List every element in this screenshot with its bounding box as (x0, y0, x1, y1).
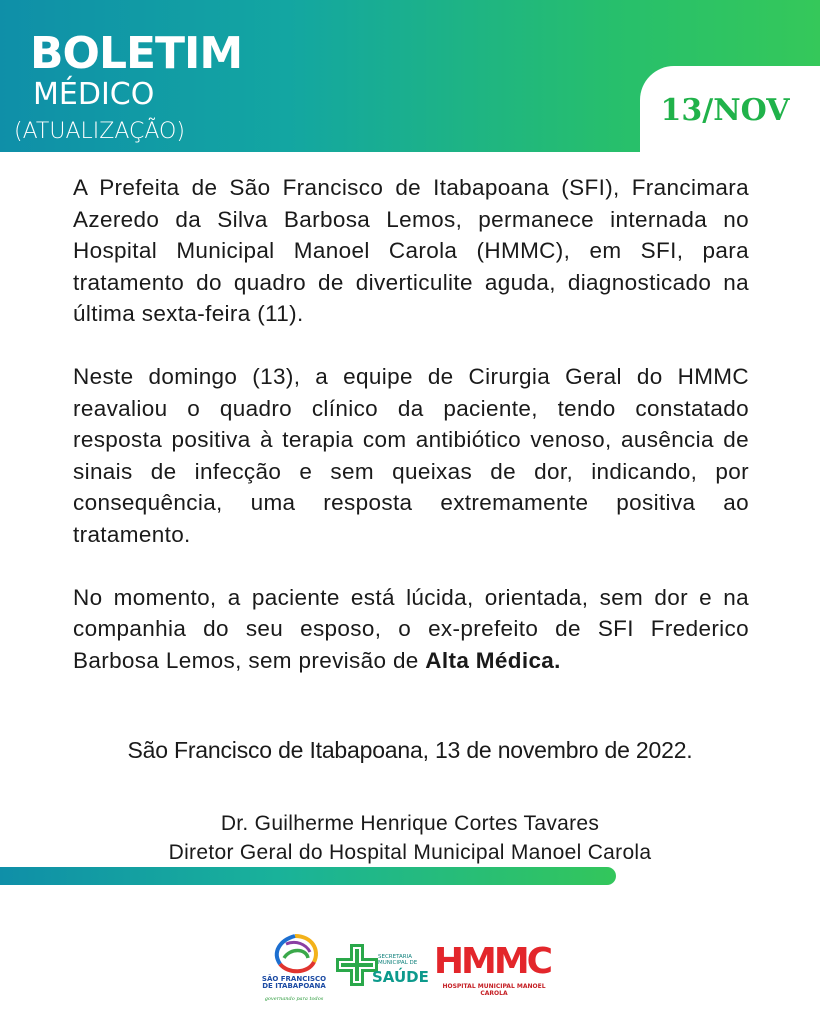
hmmc-logo-subtext: HOSPITAL MUNICIPAL MANOEL CAROLA (442, 983, 546, 997)
sfi-logo-tagline: governando para todos (264, 996, 324, 1002)
bulletin-date: 13/NOV (660, 93, 790, 128)
place-and-date: São Francisco de Itabapoana, 13 de novembro de 2022. (127, 737, 693, 763)
sfi-logo-name: SÃO FRANCISCO DE ITABAPOANA (261, 975, 327, 990)
paragraph-3-text: No momento, a paciente está lúcida, orientada, sem dor e na companhia do seu esposo, o ex-prefeito de SFI Frederico Barbosa Lemos, sem previsão de (73, 584, 749, 673)
bulletin-subtitle: MÉDICO (33, 77, 155, 112)
sfi-logo-icon (262, 930, 328, 1002)
signature-role: Diretor Geral do Hospital Municipal Manoel Carola (168, 841, 652, 864)
footer-bar (0, 867, 616, 885)
saude-logo-word: SAÚDE (372, 968, 429, 986)
bulletin-update-note: (ATUALIZAÇÃO) (14, 119, 185, 144)
bulletin-title: BOLETIM (30, 28, 243, 79)
paragraph-1: A Prefeita de São Francisco de Itabapoana (SFI), Francimara Azeredo da Silva Barbosa Lemos, permanece internada no Hospital Municipal Manoel Carola (HMMC), em SFI, para tratamento do quadro de diverticulite aguda, diagnosticado na última sexta-feira (11). (73, 175, 749, 326)
paragraph-3-bold: Alta Médica. (425, 647, 561, 673)
paragraph-2: Neste domingo (13), a equipe de Cirurgia Geral do HMMC reavaliou o quadro clínico da paciente, tendo constatado resposta positiva à terapia com antibiótico venoso, ausência de sinais de infecção e sem queixas de dor, indicando, por consequência, uma resposta extremamente positiva ao tratamento. (73, 364, 749, 547)
signature-name: Dr. Guilherme Henrique Cortes Tavares (220, 812, 600, 835)
bulletin-body (73, 172, 749, 708)
hmmc-logo-icon: HMMC (433, 941, 551, 982)
saude-logo-small-text: SECRETARIA MUNICIPAL DE (378, 954, 418, 966)
paragraph-3 (73, 582, 749, 677)
